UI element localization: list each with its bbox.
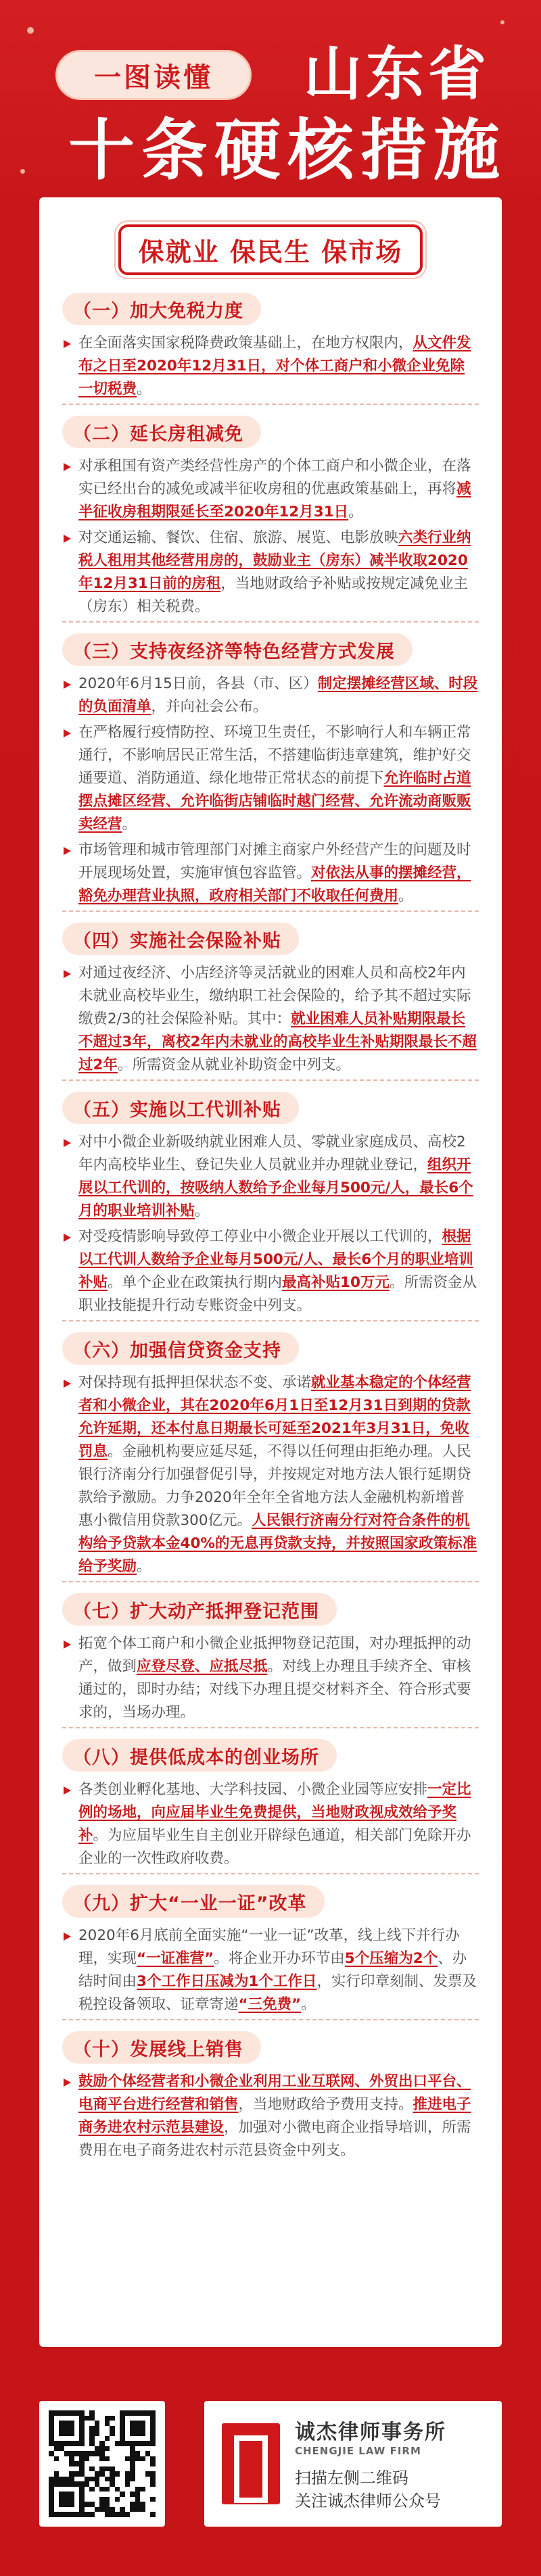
section-heading [62, 1332, 299, 1365]
paragraph-text: 。 [398, 888, 413, 904]
slogan-badge: 保就业 保民生 保市场 [118, 224, 423, 275]
paragraph-text: 。 [195, 1202, 210, 1219]
section-title: （一）加大免税力度 [73, 300, 243, 322]
firm-text [295, 2415, 446, 2512]
section-divider [62, 1079, 479, 1081]
paragraph-text: 。 [137, 381, 151, 397]
paragraph-text: 2020年6月15日前，各县（市、区） [78, 675, 318, 692]
highlighted-text: 允许临时占道摆点摊区经营、允许临街店铺临时越门经营、允许流动商贩贩卖经营 [78, 770, 471, 833]
paragraph-text: 对通过夜经济、小店经济等灵活就业的困难人员和高校2年内未就业高校毕业生，缴纳职工社会保险的，给予其不超过实际缴费2/3的社会保险补贴。其中： [78, 965, 471, 1027]
paragraph-text: 。单个企业在政策执行期内 [108, 1274, 283, 1291]
paragraph-text: 2020年6月底前全面实施“一业一证”改革，线上线下并行办理，实现 [78, 1927, 460, 1967]
policy-paragraph [62, 455, 479, 524]
section-divider [62, 910, 479, 912]
firm-name: 诚杰律师事务所 [295, 2421, 446, 2444]
section-divider [62, 404, 479, 405]
highlighted-text: 六类行业纳税人租用其他经营用房的，鼓励业主（房东）减半收取2020年12月31日前的房租 [78, 529, 471, 592]
policy-paragraph [62, 721, 479, 836]
paragraph-text: 。所需资金从职业技能提升行动专账资金中列支。 [78, 1274, 477, 1314]
section-title: （十）发展线上销售 [73, 2039, 243, 2060]
paragraph-text: ，实行印章刻制、发票及税控设备领取、证章寄递 [78, 1973, 477, 2013]
policy-section [62, 1885, 479, 2020]
paragraph-text: ，当地财政给予费用支持。 [238, 2096, 413, 2113]
firm-card [204, 2401, 502, 2527]
section-title: （六）加强信贷资金支持 [73, 1340, 281, 1361]
policy-section [62, 2031, 479, 2162]
subtitle-pill [55, 50, 252, 100]
highlighted-text: 5个压缩为2个 [344, 1950, 438, 1967]
firm-cta-line-2: 关注诚杰律师公众号 [295, 2492, 441, 2510]
policy-paragraph [62, 1778, 479, 1870]
section-heading [62, 633, 413, 666]
section-title: （二）延长房租减免 [73, 423, 243, 445]
title-line-1: 山东省 [304, 41, 490, 108]
title-line-2: 十条硬核措施 [68, 112, 507, 189]
section-heading [62, 1593, 337, 1626]
policy-section [62, 633, 479, 912]
highlighted-text: 推进电子商务进农村示范县建设 [78, 2096, 471, 2136]
policy-section [62, 1092, 479, 1321]
policy-paragraph [62, 1632, 479, 1724]
section-heading [62, 1885, 325, 1918]
policy-section [62, 1332, 479, 1582]
policy-section [62, 416, 479, 623]
paragraph-text: 在严格履行疫情防控、环境卫生责任，不影响行人和车辆正常通行，不影响居民正常生活，不搭建临街违章建筑，维护好交通要道、消防通道、绿化地带正常状态的前提下 [78, 724, 471, 787]
section-title: （七）扩大动产抵押登记范围 [73, 1601, 319, 1622]
section-title: （八）提供低成本的创业场所 [73, 1747, 319, 1768]
section-divider [62, 1581, 479, 1582]
policy-section [62, 1593, 479, 1728]
qr-code-pattern [49, 2410, 156, 2517]
subtitle-text: 一图读懂 [94, 62, 213, 93]
highlighted-text: 就业困难人员补贴期限最长不超过3年，离校2年内未就业的高校毕业生补贴期限最长不超过2年 [78, 1011, 477, 1073]
section-heading [62, 1739, 337, 1772]
section-title: （三）支持夜经济等特色经营方式发展 [73, 641, 395, 662]
paragraph-text: 各类创业孵化基地、大学科技园、小微企业园等应安排 [78, 1781, 428, 1798]
highlighted-text: 3个工作日压减为1个工作日 [137, 1973, 317, 1990]
section-divider [62, 621, 479, 623]
policy-section [62, 1739, 479, 1874]
paragraph-text: 。对线上办理且手续齐全、审核通过的，即时办结；对线下办理且提交材料齐全、符合形式要求的，当场办理。 [78, 1658, 471, 1721]
paragraph-text: 拓宽个体工商户和小微企业抵押物登记范围，对办理抵押的动产，做到 [78, 1635, 471, 1675]
paragraph-text: 对保持现有抵押担保状态不变、承诺 [78, 1374, 312, 1391]
policy-paragraph [62, 332, 479, 401]
paragraph-text: 。金融机构要应延尽延，不得以任何理由拒绝办理。人民银行济南分行加强督促引导，并按规定对地方法人银行延期贷款给予激励。力争2020年全年全省地方法人金融机构新增普惠小微信用贷款300亿元。 [78, 1443, 471, 1529]
section-title: （九）扩大“一业一证”改革 [73, 1893, 307, 1914]
header [0, 0, 541, 196]
paragraph-text: 对中小微企业新吸纳就业困难人员、零就业家庭成员、高校2年内高校毕业生、登记失业人员就业并办理就业登记， [78, 1134, 466, 1173]
section-divider [62, 1320, 479, 1321]
section-heading [62, 1092, 299, 1124]
section-heading [62, 416, 261, 448]
highlighted-text: 组织开展以工代训的，按吸纳人数给予企业每月500元/人，最长6个月的职业培训补贴 [78, 1157, 473, 1219]
content-card [39, 197, 502, 2347]
highlighted-text: 人民银行济南分行对符合条件的机构给予贷款本金40%的无息再贷款支持，并按照国家政策标准给予奖励 [78, 1512, 477, 1575]
section-title: （五）实施以工代训补贴 [73, 1099, 281, 1121]
section-title: （四）实施社会保险补贴 [73, 930, 281, 952]
paragraph-text: 对受疫情影响导致停工停业中小微企业开展以工代训的， [78, 1228, 442, 1245]
paragraph-text: 。所需资金从就业补助资金中列支。 [117, 1056, 350, 1073]
policy-paragraph [62, 527, 479, 618]
paragraph-text: 。 [348, 504, 363, 520]
section-divider [62, 1873, 479, 1874]
highlighted-text: “三免费” [238, 1996, 302, 2013]
qr-code[interactable] [39, 2401, 165, 2527]
policy-paragraph [62, 673, 479, 719]
highlighted-text: 一定比例的场地，向应届毕业生免费提供，当地财政视成效给予奖补 [78, 1781, 471, 1844]
section-heading [62, 923, 299, 955]
policy-paragraph [62, 1131, 479, 1223]
section-heading [62, 2031, 261, 2064]
sections-list [62, 293, 479, 2162]
highlighted-text: “一证准营” [137, 1950, 214, 1967]
paragraph-text: 。将企业开办环节由 [214, 1950, 345, 1967]
highlighted-text: 就业基本稳定的个体经营者和小微企业，其在2020年6月1日至12月31日到期的贷款允许延期，还本付息日期最长可延至2021年3月31日，免收罚息 [78, 1374, 471, 1460]
policy-section [62, 923, 479, 1081]
paragraph-text: 在全面落实国家税降费政策基础上，在地方权限内， [78, 335, 413, 351]
policy-paragraph [62, 2070, 479, 2162]
policy-paragraph [62, 962, 479, 1077]
footer [39, 2373, 502, 2555]
paragraph-text: 。为应届毕业生自主创业开辟绿色通道，相关部门免除开办企业的一次性政府收费。 [78, 1827, 471, 1867]
highlighted-text: 根据以工代训人数给予企业每月500元/人、最长6个月的职业培训补贴 [78, 1228, 473, 1291]
highlighted-text: 从文件发布之日至2020年12月31日，对个体工商户和小微企业免除一切税费 [78, 335, 471, 397]
paragraph-text: 。 [137, 1558, 151, 1575]
policy-paragraph [62, 1371, 479, 1578]
highlighted-text: 应登尽登、应抵尽抵 [137, 1658, 268, 1675]
paragraph-text: ，加强对小微电商企业指导培训，所需费用在电子商务进农村示范县资金中列支。 [78, 2119, 471, 2159]
paragraph-text: 。 [301, 1996, 316, 2013]
paragraph-text: ，当地财政给予补贴或按规定减免业主（房东）相关税费。 [78, 575, 468, 615]
section-heading [62, 293, 261, 325]
paragraph-text: 对承租国有资产类经营性房产的个体工商户和小微企业，在落实已经出台的减免或减半征收房租的优惠政策基础上，再将 [78, 458, 471, 497]
paragraph-text: 市场管理和城市管理部门对摊主商家户外经营产生的问题及时开展现场处置，实施审慎包容监管。 [78, 842, 471, 881]
slogan-wrap [62, 224, 479, 275]
policy-section [62, 293, 479, 405]
highlighted-text: 制定摆摊经营区域、时段的负面清单 [78, 675, 478, 715]
paragraph-text: 、办结时间由 [78, 1950, 467, 1990]
policy-paragraph [62, 1225, 479, 1317]
firm-name-en: CHENGJIE LAW FIRM [295, 2445, 421, 2457]
section-divider [62, 2019, 479, 2020]
highlighted-text: 减半征收房租期限延长至2020年12月31日 [78, 481, 471, 520]
highlighted-text: 对依法从事的摆摊经营，豁免办理营业执照，政府相关部门不收取任何费用 [78, 865, 471, 904]
highlighted-text: 鼓励个体经营者和小微企业利用工业互联网、外贸出口平台、电商平台进行经营和销售 [78, 2073, 471, 2113]
firm-logo-icon [222, 2423, 280, 2504]
paragraph-text: ，并向社会公布。 [151, 698, 268, 715]
policy-paragraph [62, 1924, 479, 2016]
section-divider [62, 1727, 479, 1728]
highlighted-text: 最高补贴10万元 [282, 1274, 390, 1291]
firm-cta-line-1: 扫描左侧二维码 [295, 2469, 408, 2487]
paragraph-text: 。 [122, 816, 137, 833]
policy-paragraph [62, 839, 479, 908]
paragraph-text: 对交通运输、餐饮、住宿、旅游、展览、电影放映 [78, 529, 399, 546]
